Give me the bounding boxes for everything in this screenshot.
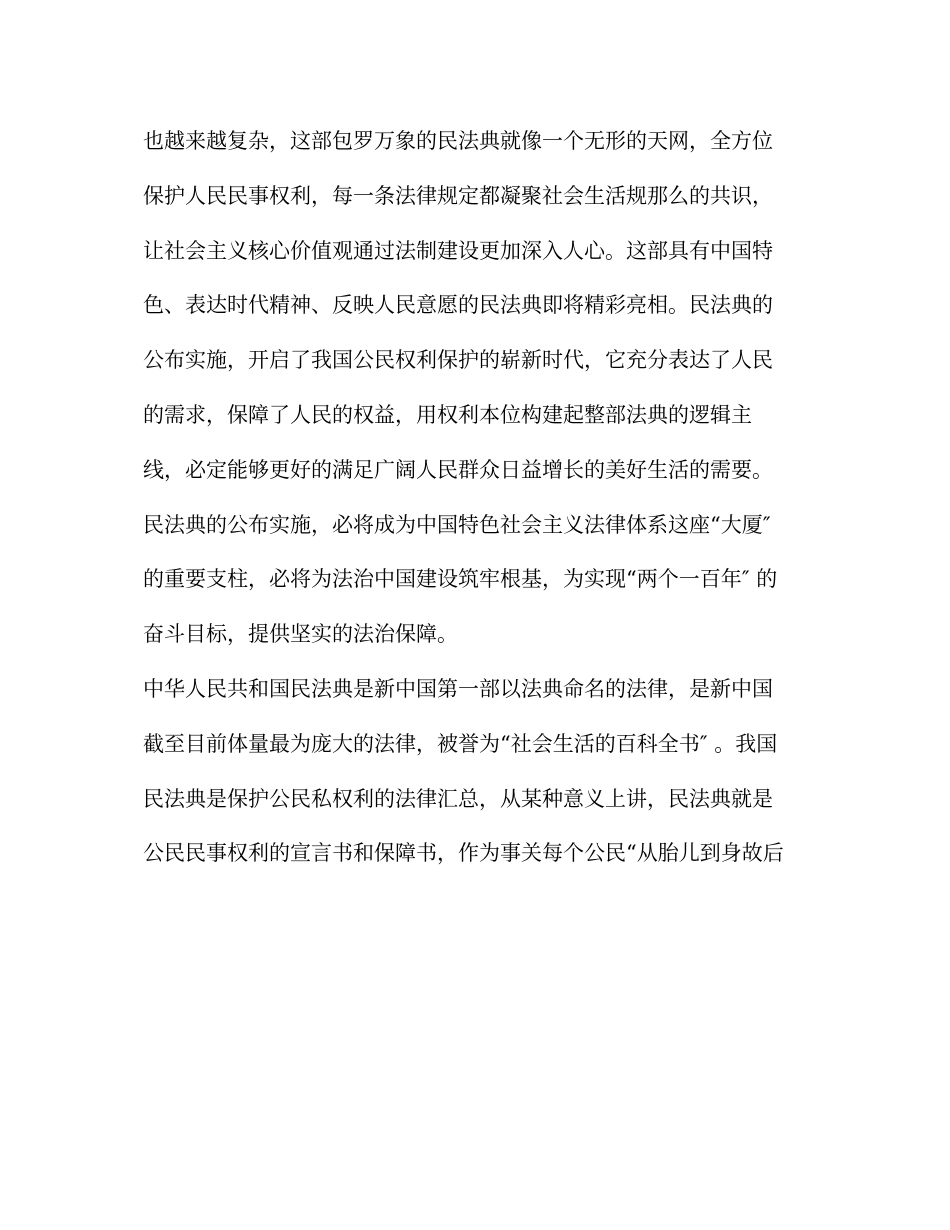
text-line: 奋斗目标，提供坚实的法治保障。 xyxy=(143,622,458,647)
text-line: 也越来越复杂，这部包罗万象的民法典就像一个无形的天网，全方位 xyxy=(143,129,773,153)
text-line: 让社会主义核心价值观通过法制建设更加深入人心。这部具有中国特 xyxy=(143,238,773,263)
text-line: 的重要支柱，必将为法治中国建设筑牢根基，为实现“两个一百年″ 的 xyxy=(143,567,778,592)
text-line: 民法典是保护公民私权利的法律汇总，从某种意义上讲，民法典就是 xyxy=(143,786,773,811)
body-text xyxy=(143,121,808,888)
text-line: 民法典的公布实施，必将成为中国特色社会主义法律体系这座“大厦″ xyxy=(143,512,771,537)
text-line: 公布实施，开启了我国公民权利保护的崭新时代，它充分表达了人民 xyxy=(143,348,773,373)
text-line: 线，必定能够更好的满足广阔人民群众日益增长的美好生活的需要。 xyxy=(143,457,773,482)
text-line: 中华人民共和国民法典是新中国第一部以法典命名的法律，是新中国 xyxy=(143,676,773,701)
text-line: 的需求，保障了人民的权益，用权利本位构建起整部法典的逻辑主 xyxy=(143,402,752,427)
text-line: 截至目前体量最为庞大的法律，被誉为“社会生活的百科全书″ 。我国 xyxy=(143,731,778,756)
text-line: 保护人民民事权利，每一条法律规定都凝聚社会生活规那么的共识， xyxy=(143,183,773,208)
text-line: 公民民事权利的宣言书和保障书，作为事关每个公民“从胎儿到身故后 xyxy=(143,841,784,866)
text-line: 色、表达时代精神、反映人民意愿的民法典即将精彩亮相。民法典的 xyxy=(143,293,773,318)
